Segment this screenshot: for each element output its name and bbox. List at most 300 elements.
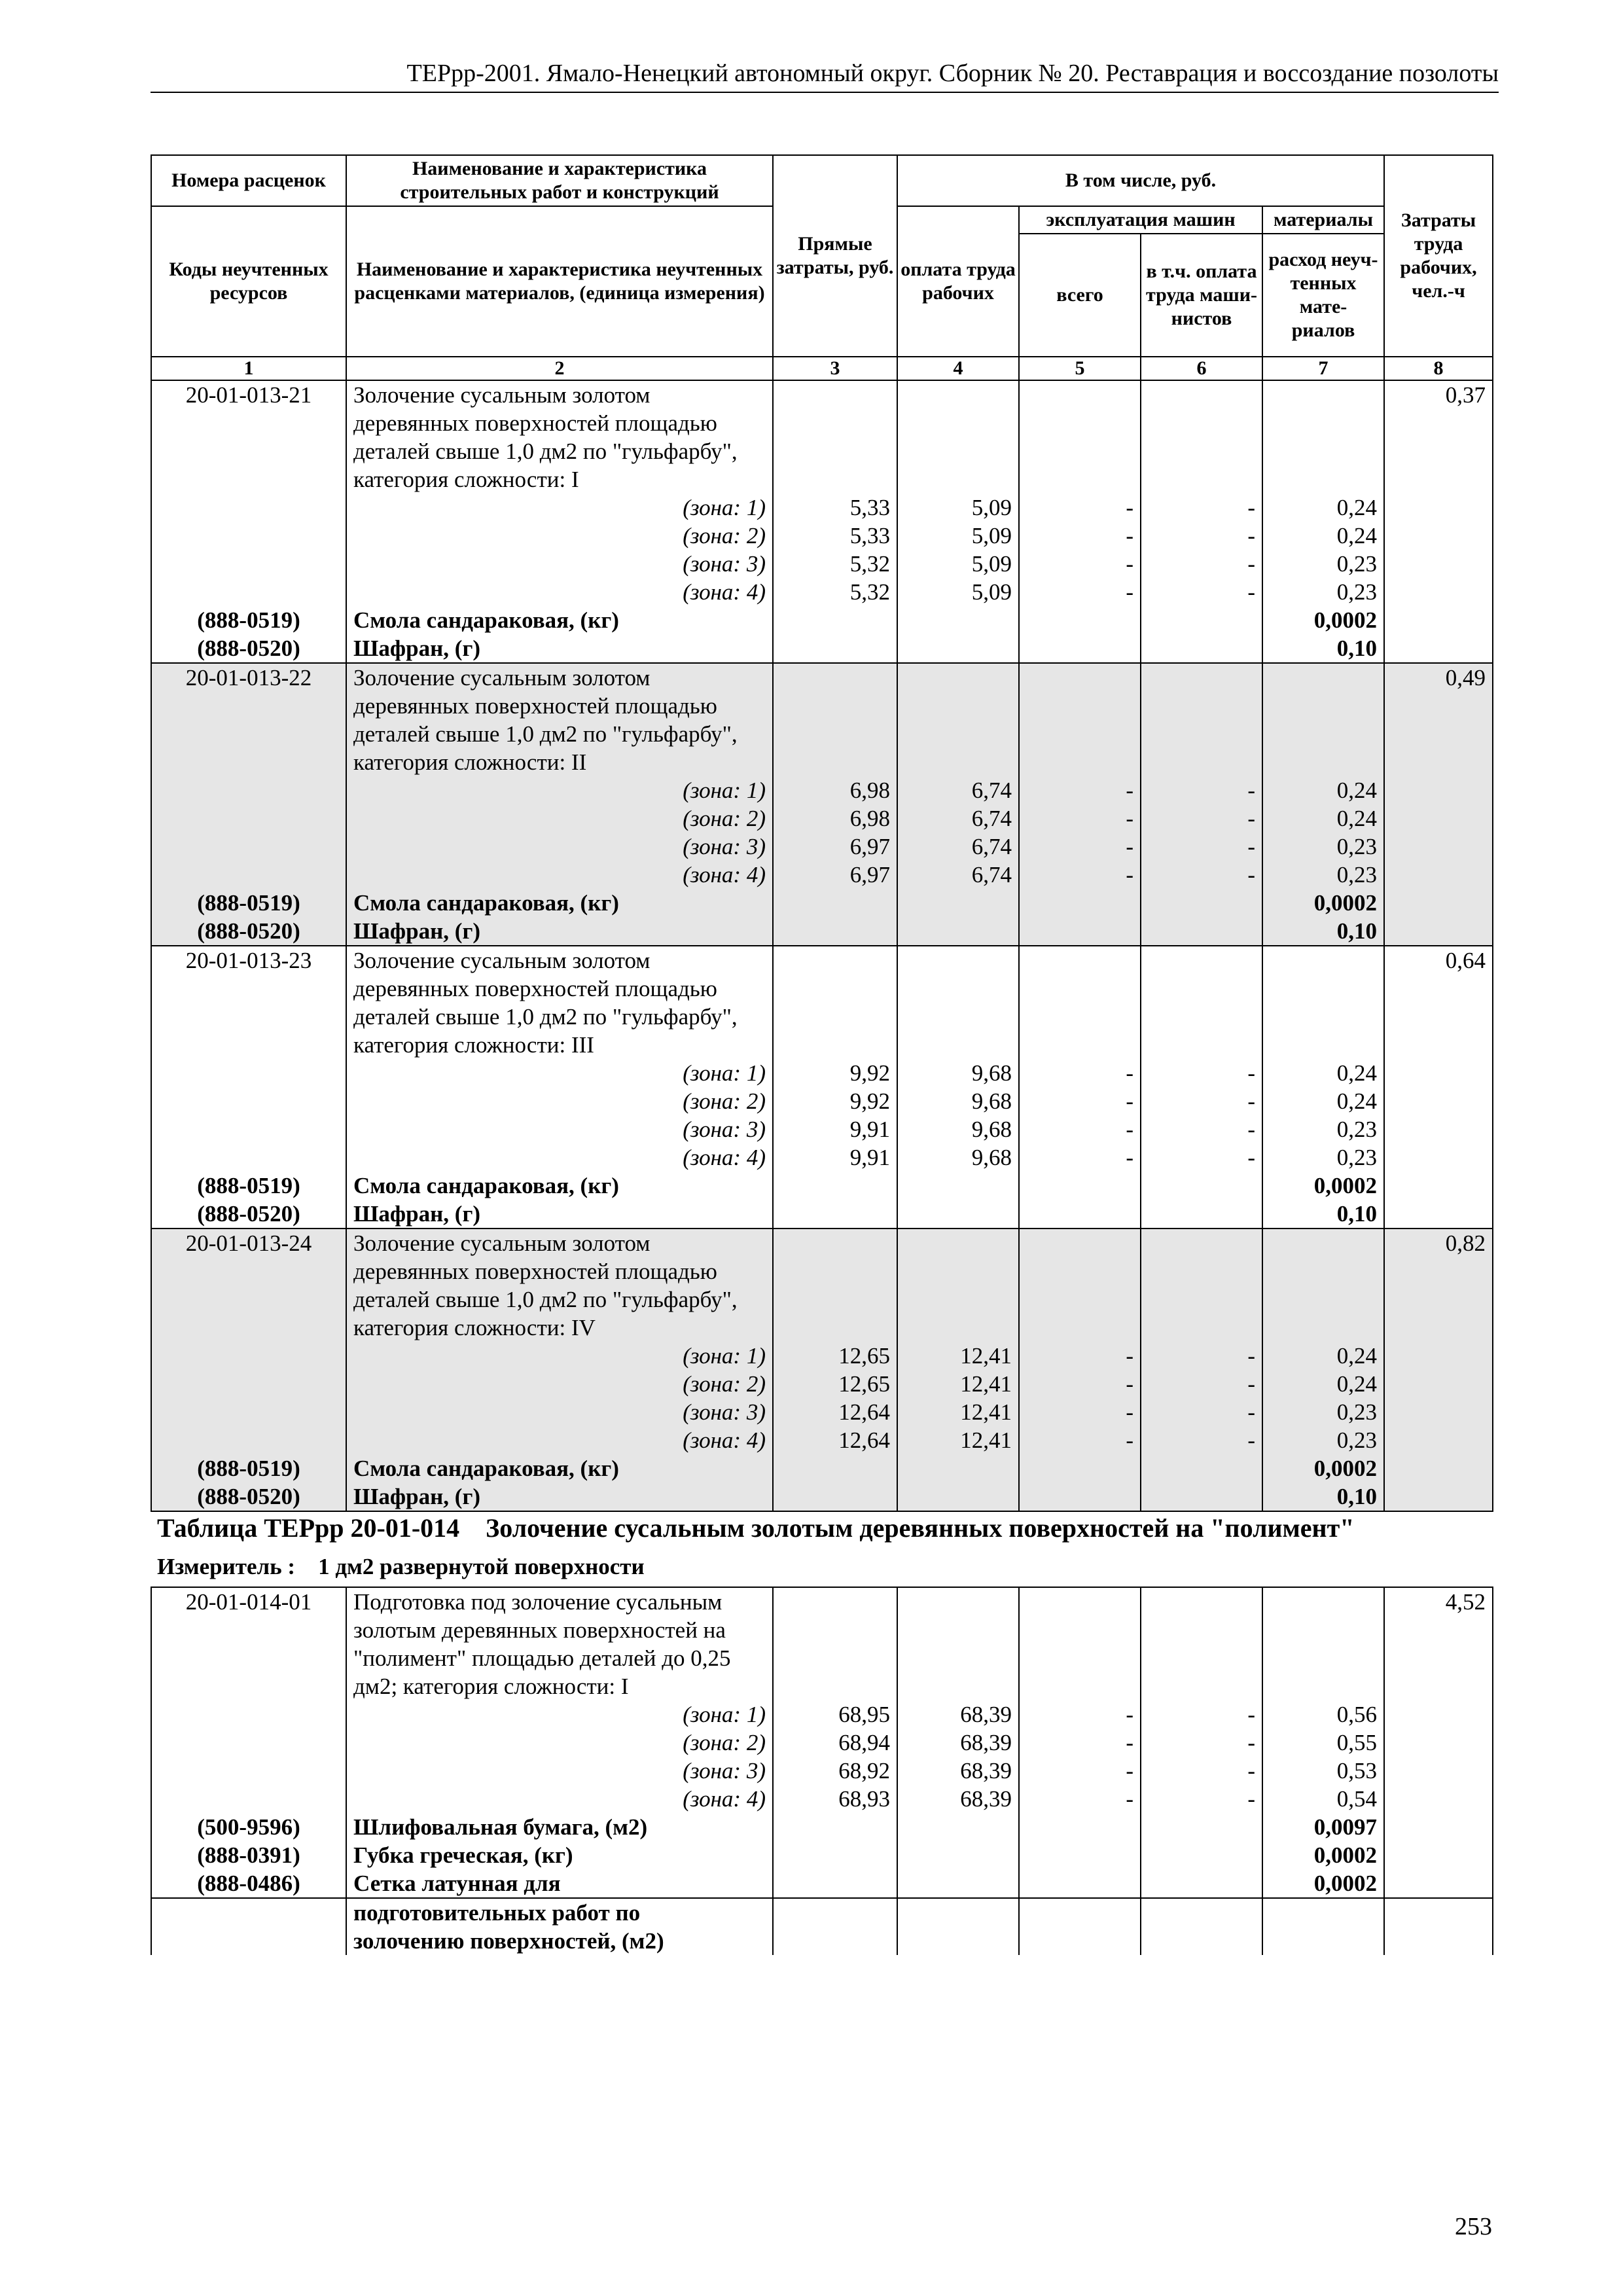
- empty-cell: [773, 1172, 897, 1200]
- empty-cell: [151, 1031, 346, 1059]
- machinists-pay-value: -: [1141, 493, 1262, 522]
- empty-cell: [1141, 692, 1262, 720]
- empty-cell: [1141, 1644, 1262, 1672]
- column-number: 2: [346, 357, 773, 380]
- empty-cell: [1262, 1587, 1384, 1616]
- materials-value: 0,24: [1262, 1087, 1384, 1115]
- header-unaccounted-materials: расход неуч- тенных мате- риалов: [1262, 234, 1384, 357]
- empty-cell: [151, 804, 346, 833]
- empty-cell: [151, 522, 346, 550]
- table-row: [151, 550, 1493, 578]
- materials-value: 0,23: [1262, 1398, 1384, 1426]
- table-row: [151, 1841, 1493, 1869]
- empty-cell: [1262, 1003, 1384, 1031]
- empty-cell: [1384, 1700, 1493, 1729]
- empty-cell: [1384, 409, 1493, 437]
- zone-label: (зона: 4): [346, 1426, 773, 1454]
- header-resource-codes: Коды неучтенных ресурсов: [151, 206, 346, 357]
- resource-code: (888-0520): [151, 1200, 346, 1229]
- empty-cell: [151, 776, 346, 804]
- empty-cell: [897, 889, 1019, 917]
- materials-value: 0,23: [1262, 1115, 1384, 1143]
- table-row: [151, 1031, 1493, 1059]
- resource-name-line: Смола сандараковая, (кг): [346, 1454, 773, 1482]
- header-work-name: Наименование и характеристика строительных работ и конструкций: [346, 155, 773, 206]
- direct-cost-value: 6,97: [773, 833, 897, 861]
- work-description-line: золотым деревянных поверхностей на: [346, 1616, 773, 1644]
- empty-cell: [897, 380, 1019, 409]
- table-row: [151, 861, 1493, 889]
- empty-cell: [1019, 1813, 1141, 1841]
- empty-cell: [1141, 1927, 1262, 1955]
- empty-cell: [773, 1841, 897, 1869]
- materials-value: 0,24: [1262, 776, 1384, 804]
- empty-cell: [773, 1898, 897, 1927]
- resource-quantity: 0,0002: [1262, 1841, 1384, 1869]
- table-row: [151, 804, 1493, 833]
- empty-cell: [1019, 1644, 1141, 1672]
- empty-cell: [1019, 1869, 1141, 1898]
- zone-label: (зона: 3): [346, 833, 773, 861]
- zone-label: (зона: 1): [346, 493, 773, 522]
- empty-cell: [1384, 1757, 1493, 1785]
- table-row: [151, 1398, 1493, 1426]
- empty-cell: [1384, 1003, 1493, 1031]
- empty-cell: [1384, 1257, 1493, 1285]
- empty-cell: [897, 1003, 1019, 1031]
- work-description-line: деталей свыше 1,0 дм2 по "гульфарбу",: [346, 437, 773, 465]
- empty-cell: [897, 663, 1019, 692]
- empty-cell: [1019, 1841, 1141, 1869]
- empty-cell: [1019, 720, 1141, 748]
- empty-cell: [1141, 606, 1262, 634]
- table2-caption: Таблица ТЕРрр 20-01-014 Золочение сусальным золотым деревянных поверхностей на "полимент": [157, 1513, 1355, 1543]
- direct-cost-value: 12,65: [773, 1342, 897, 1370]
- resource-name-line: Шафран, (г): [346, 917, 773, 946]
- empty-cell: [1019, 1031, 1141, 1059]
- column-number: 5: [1019, 357, 1141, 380]
- machinists-pay-value: -: [1141, 522, 1262, 550]
- work-description-line: "полимент" площадью деталей до 0,25: [346, 1644, 773, 1672]
- table-row: [151, 1143, 1493, 1172]
- empty-cell: [151, 861, 346, 889]
- labor-pay-value: 5,09: [897, 493, 1019, 522]
- empty-cell: [897, 946, 1019, 975]
- table-row: [151, 380, 1493, 409]
- empty-cell: [1019, 975, 1141, 1003]
- labor-pay-value: 12,41: [897, 1398, 1019, 1426]
- resource-name-line: подготовительных работ по: [346, 1898, 773, 1927]
- materials-value: 0,24: [1262, 1342, 1384, 1370]
- empty-cell: [1384, 917, 1493, 946]
- labor-pay-value: 68,39: [897, 1729, 1019, 1757]
- empty-cell: [1141, 465, 1262, 493]
- header-direct-costs: Прямые затраты, руб.: [773, 155, 897, 357]
- table-row: [151, 465, 1493, 493]
- materials-value: 0,24: [1262, 522, 1384, 550]
- empty-cell: [897, 1172, 1019, 1200]
- work-description-line: Подготовка под золочение сусальным: [346, 1587, 773, 1616]
- empty-cell: [897, 1482, 1019, 1511]
- direct-cost-value: 9,92: [773, 1087, 897, 1115]
- resource-name-line: золочению поверхностей, (м2): [346, 1927, 773, 1955]
- machines-total-value: -: [1019, 1700, 1141, 1729]
- empty-cell: [1384, 1644, 1493, 1672]
- empty-cell: [1384, 1398, 1493, 1426]
- materials-value: 0,56: [1262, 1700, 1384, 1729]
- table-row: [151, 1927, 1493, 1955]
- machines-total-value: -: [1019, 1059, 1141, 1087]
- resource-name-line: Губка греческая, (кг): [346, 1841, 773, 1869]
- resource-code: (888-0486): [151, 1869, 346, 1898]
- zone-label: (зона: 3): [346, 1115, 773, 1143]
- machinists-pay-value: -: [1141, 1398, 1262, 1426]
- empty-cell: [151, 1257, 346, 1285]
- direct-cost-value: 68,94: [773, 1729, 897, 1757]
- table-row: [151, 1898, 1493, 1927]
- empty-cell: [1384, 1314, 1493, 1342]
- work-description-line: Золочение сусальным золотом: [346, 380, 773, 409]
- empty-cell: [151, 465, 346, 493]
- header-machines: эксплуатация машин: [1019, 206, 1262, 234]
- empty-cell: [773, 1869, 897, 1898]
- empty-cell: [1141, 1482, 1262, 1511]
- table-body: [151, 380, 1493, 1511]
- empty-cell: [151, 1314, 346, 1342]
- empty-cell: [1262, 975, 1384, 1003]
- empty-cell: [773, 409, 897, 437]
- table-row: [151, 493, 1493, 522]
- empty-cell: [151, 1700, 346, 1729]
- zone-label: (зона: 1): [346, 1059, 773, 1087]
- empty-cell: [1019, 1616, 1141, 1644]
- materials-value: 0,24: [1262, 1059, 1384, 1087]
- resource-name-line: Шлифовальная бумага, (м2): [346, 1813, 773, 1841]
- empty-cell: [1019, 1285, 1141, 1314]
- column-number: 3: [773, 357, 897, 380]
- empty-cell: [897, 917, 1019, 946]
- table-row: [151, 833, 1493, 861]
- work-description-line: категория сложности: I: [346, 465, 773, 493]
- rate-code: 20-01-013-21: [151, 380, 346, 409]
- empty-cell: [1019, 1482, 1141, 1511]
- empty-cell: [773, 1644, 897, 1672]
- table-row: [151, 692, 1493, 720]
- empty-cell: [1384, 1672, 1493, 1700]
- empty-cell: [151, 1059, 346, 1087]
- empty-cell: [1141, 748, 1262, 776]
- table-row: [151, 1869, 1493, 1898]
- labor-pay-value: 6,74: [897, 833, 1019, 861]
- empty-cell: [1019, 380, 1141, 409]
- empty-cell: [1384, 1426, 1493, 1454]
- labor-cost-value: 0,49: [1384, 663, 1493, 692]
- table-row: [151, 522, 1493, 550]
- direct-cost-value: 68,92: [773, 1757, 897, 1785]
- resource-quantity: 0,10: [1262, 917, 1384, 946]
- materials-value: 0,24: [1262, 493, 1384, 522]
- empty-cell: [897, 1841, 1019, 1869]
- labor-pay-value: 6,74: [897, 861, 1019, 889]
- empty-cell: [773, 917, 897, 946]
- empty-cell: [1141, 1229, 1262, 1257]
- resource-code: (888-0519): [151, 1172, 346, 1200]
- empty-cell: [897, 409, 1019, 437]
- table-row: [151, 946, 1493, 975]
- machinists-pay-value: -: [1141, 1785, 1262, 1813]
- empty-cell: [151, 578, 346, 606]
- empty-cell: [1262, 1898, 1384, 1927]
- machines-total-value: -: [1019, 861, 1141, 889]
- materials-value: 0,23: [1262, 861, 1384, 889]
- column-number: 8: [1384, 357, 1493, 380]
- empty-cell: [773, 1813, 897, 1841]
- empty-cell: [1384, 1087, 1493, 1115]
- table-row: [151, 1003, 1493, 1031]
- empty-cell: [773, 1454, 897, 1482]
- empty-cell: [151, 1003, 346, 1031]
- machines-total-value: -: [1019, 1785, 1141, 1813]
- empty-cell: [897, 1257, 1019, 1285]
- materials-value: 0,24: [1262, 1370, 1384, 1398]
- empty-cell: [1384, 776, 1493, 804]
- empty-cell: [151, 692, 346, 720]
- direct-cost-value: 68,95: [773, 1700, 897, 1729]
- table-row: [151, 1785, 1493, 1813]
- empty-cell: [1141, 1257, 1262, 1285]
- machines-total-value: -: [1019, 1398, 1141, 1426]
- empty-cell: [1141, 409, 1262, 437]
- empty-cell: [897, 1454, 1019, 1482]
- work-description-line: категория сложности: IV: [346, 1314, 773, 1342]
- empty-cell: [897, 1314, 1019, 1342]
- empty-cell: [151, 409, 346, 437]
- empty-cell: [1262, 1031, 1384, 1059]
- empty-cell: [1141, 1285, 1262, 1314]
- empty-cell: [1384, 578, 1493, 606]
- table-row: [151, 634, 1493, 663]
- rate-code: 20-01-013-23: [151, 946, 346, 975]
- table-row: [151, 1200, 1493, 1229]
- empty-cell: [1384, 1143, 1493, 1172]
- direct-cost-value: 12,64: [773, 1426, 897, 1454]
- empty-cell: [897, 1616, 1019, 1644]
- empty-cell: [897, 1869, 1019, 1898]
- table-row: [151, 889, 1493, 917]
- zone-label: (зона: 2): [346, 1729, 773, 1757]
- direct-cost-value: 9,91: [773, 1143, 897, 1172]
- empty-cell: [1262, 1644, 1384, 1672]
- direct-cost-value: 5,32: [773, 550, 897, 578]
- table-row: [151, 1115, 1493, 1143]
- empty-cell: [773, 634, 897, 663]
- resource-quantity: 0,10: [1262, 1200, 1384, 1229]
- empty-cell: [1262, 946, 1384, 975]
- materials-value: 0,23: [1262, 1143, 1384, 1172]
- empty-cell: [1384, 522, 1493, 550]
- machinists-pay-value: -: [1141, 776, 1262, 804]
- table-row: [151, 1700, 1493, 1729]
- empty-cell: [1384, 720, 1493, 748]
- empty-cell: [151, 1898, 346, 1927]
- empty-cell: [1262, 1672, 1384, 1700]
- empty-cell: [1262, 465, 1384, 493]
- empty-cell: [151, 1087, 346, 1115]
- zone-label: (зона: 2): [346, 1087, 773, 1115]
- direct-cost-value: 6,98: [773, 804, 897, 833]
- empty-cell: [1384, 804, 1493, 833]
- empty-cell: [1141, 917, 1262, 946]
- direct-cost-value: 68,93: [773, 1785, 897, 1813]
- labor-pay-value: 5,09: [897, 522, 1019, 550]
- header-machinists-pay: в т.ч. оплата труда маши- нистов: [1141, 234, 1262, 357]
- empty-cell: [1384, 833, 1493, 861]
- table-row: [151, 1229, 1493, 1257]
- empty-cell: [1141, 1454, 1262, 1482]
- empty-cell: [1141, 1813, 1262, 1841]
- empty-cell: [773, 975, 897, 1003]
- empty-cell: [1019, 748, 1141, 776]
- empty-cell: [1019, 606, 1141, 634]
- running-header-title: ТЕРрр-2001. Ямало-Ненецкий автономный округ. Сборник № 20. Реставрация и воссоздание позолоты: [406, 60, 1499, 87]
- empty-cell: [1384, 606, 1493, 634]
- empty-cell: [897, 748, 1019, 776]
- table-row: [151, 975, 1493, 1003]
- empty-cell: [897, 465, 1019, 493]
- labor-cost-value: 0,37: [1384, 380, 1493, 409]
- empty-cell: [897, 1031, 1019, 1059]
- empty-cell: [1262, 409, 1384, 437]
- machines-total-value: -: [1019, 578, 1141, 606]
- resource-name-line: Шафран, (г): [346, 1200, 773, 1229]
- empty-cell: [1384, 1059, 1493, 1087]
- table-row: [151, 437, 1493, 465]
- machinists-pay-value: -: [1141, 1757, 1262, 1785]
- empty-cell: [1019, 1314, 1141, 1342]
- empty-cell: [151, 1426, 346, 1454]
- empty-cell: [1384, 1285, 1493, 1314]
- empty-cell: [773, 1927, 897, 1955]
- labor-pay-value: 6,74: [897, 776, 1019, 804]
- empty-cell: [151, 720, 346, 748]
- machines-total-value: -: [1019, 1757, 1141, 1785]
- work-description-line: Золочение сусальным золотом: [346, 946, 773, 975]
- empty-cell: [151, 493, 346, 522]
- header-material-name: Наименование и характеристика неучтенных расценками материалов, (единица измерения): [346, 206, 773, 357]
- machines-total-value: -: [1019, 1342, 1141, 1370]
- empty-cell: [1384, 692, 1493, 720]
- empty-cell: [1384, 975, 1493, 1003]
- header-including: В том числе, руб.: [897, 155, 1384, 206]
- empty-cell: [1019, 437, 1141, 465]
- empty-cell: [151, 1616, 346, 1644]
- empty-cell: [1141, 1587, 1262, 1616]
- empty-cell: [1019, 1172, 1141, 1200]
- empty-cell: [1262, 1927, 1384, 1955]
- machinists-pay-value: -: [1141, 578, 1262, 606]
- machines-total-value: -: [1019, 550, 1141, 578]
- empty-cell: [1019, 1927, 1141, 1955]
- empty-cell: [151, 1342, 346, 1370]
- empty-cell: [773, 1285, 897, 1314]
- empty-cell: [1019, 465, 1141, 493]
- empty-cell: [1141, 437, 1262, 465]
- table-row: [151, 409, 1493, 437]
- empty-cell: [1141, 1616, 1262, 1644]
- empty-cell: [897, 437, 1019, 465]
- column-number: 1: [151, 357, 346, 380]
- table-row: [151, 1729, 1493, 1757]
- empty-cell: [1262, 380, 1384, 409]
- machinists-pay-value: -: [1141, 1342, 1262, 1370]
- resource-code: (888-0519): [151, 889, 346, 917]
- table-row: [151, 1370, 1493, 1398]
- empty-cell: [1141, 1898, 1262, 1927]
- labor-cost-value: 0,64: [1384, 946, 1493, 975]
- zone-label: (зона: 4): [346, 1143, 773, 1172]
- table-row: [151, 1285, 1493, 1314]
- empty-cell: [1384, 1898, 1493, 1927]
- resource-name-line: Смола сандараковая, (кг): [346, 889, 773, 917]
- header-machines-total: всего: [1019, 234, 1141, 357]
- table-row: [151, 1314, 1493, 1342]
- empty-cell: [151, 1729, 346, 1757]
- work-description-line: деталей свыше 1,0 дм2 по "гульфарбу",: [346, 1003, 773, 1031]
- empty-cell: [897, 1200, 1019, 1229]
- empty-cell: [151, 1370, 346, 1398]
- header-labor-costs: Затраты труда рабочих, чел.-ч: [1384, 155, 1493, 357]
- empty-cell: [1262, 437, 1384, 465]
- machines-total-value: -: [1019, 804, 1141, 833]
- direct-cost-value: 9,91: [773, 1115, 897, 1143]
- resource-code: (888-0520): [151, 917, 346, 946]
- empty-cell: [1262, 748, 1384, 776]
- empty-cell: [773, 1031, 897, 1059]
- table2-unit: Измеритель : 1 дм2 развернутой поверхности: [157, 1554, 645, 1579]
- empty-cell: [1384, 1616, 1493, 1644]
- empty-cell: [1262, 1257, 1384, 1285]
- empty-cell: [151, 1398, 346, 1426]
- work-description-line: деревянных поверхностей площадью: [346, 409, 773, 437]
- labor-cost-value: 0,82: [1384, 1229, 1493, 1257]
- empty-cell: [1019, 409, 1141, 437]
- resource-name-line: Шафран, (г): [346, 634, 773, 663]
- machinists-pay-value: -: [1141, 1729, 1262, 1757]
- empty-cell: [151, 1672, 346, 1700]
- labor-pay-value: 68,39: [897, 1757, 1019, 1785]
- empty-cell: [773, 380, 897, 409]
- labor-pay-value: 9,68: [897, 1115, 1019, 1143]
- materials-value: 0,53: [1262, 1757, 1384, 1785]
- resource-quantity: 0,0002: [1262, 889, 1384, 917]
- resource-name-line: Смола сандараковая, (кг): [346, 606, 773, 634]
- table-row: [151, 1257, 1493, 1285]
- empty-cell: [1019, 1229, 1141, 1257]
- empty-cell: [897, 1813, 1019, 1841]
- header-materials: материалы: [1262, 206, 1384, 234]
- table-row: [151, 1813, 1493, 1841]
- page-number: 253: [1455, 2213, 1492, 2240]
- machines-total-value: -: [1019, 776, 1141, 804]
- empty-cell: [1384, 1482, 1493, 1511]
- empty-cell: [1141, 975, 1262, 1003]
- labor-pay-value: 12,41: [897, 1342, 1019, 1370]
- empty-cell: [1141, 1031, 1262, 1059]
- resource-name-line: Шафран, (г): [346, 1482, 773, 1511]
- resource-code: (888-0519): [151, 606, 346, 634]
- empty-cell: [1384, 1172, 1493, 1200]
- empty-cell: [1384, 1813, 1493, 1841]
